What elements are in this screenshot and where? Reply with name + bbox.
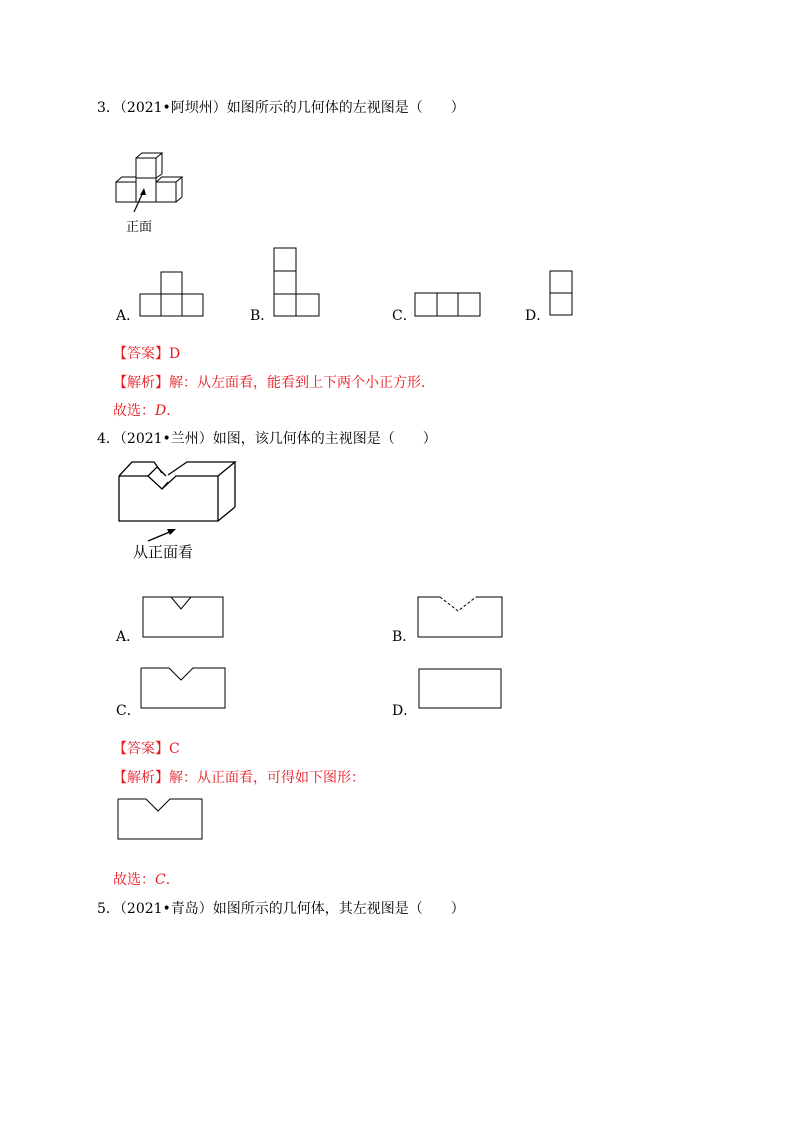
q4-option-b-figure	[416, 595, 506, 641]
question-5-stem: 5．（2021•青岛）如图所示的几何体，其左视图是（ ）	[97, 901, 465, 917]
q3-figure-caption: 正面	[126, 220, 153, 235]
q3-choice: 故选：D．	[113, 403, 181, 419]
q3-analysis: 【解析】解：从左面看，能看到上下两个小正方形．	[113, 375, 435, 391]
question-3-stem: 3．（2021•阿坝州）如图所示的几何体的左视图是（ ）	[97, 100, 465, 116]
q3-answer: 【答案】D	[113, 346, 181, 362]
q4-option-b-label: B．	[392, 629, 417, 645]
q4-option-d-label: D．	[392, 703, 418, 719]
q4-option-c-figure	[139, 666, 231, 712]
q4-option-a-label: A．	[116, 629, 141, 645]
q4-analysis: 【解析】解：从正面看，可得如下图形：	[113, 770, 365, 786]
q3-option-d-figure	[548, 268, 578, 320]
q3-option-b-figure	[272, 246, 324, 320]
q4-option-c-label: C．	[116, 703, 141, 719]
q3-option-c-figure	[413, 291, 483, 321]
q4-option-d-figure	[417, 667, 505, 711]
question-4-stem: 4．（2021•兰州）如图，该几何体的主视图是（ ）	[97, 431, 437, 447]
q3-option-a-figure	[138, 270, 208, 320]
q3-option-a-label: A．	[116, 308, 141, 324]
q4-choice: 故选：C．	[113, 872, 180, 888]
q4-figure-caption: 从正面看	[133, 543, 194, 561]
q3-option-b-label: B．	[250, 308, 275, 324]
q4-figure-solid	[112, 455, 242, 535]
q4-option-a-figure	[141, 595, 227, 641]
q4-answer: 【答案】C	[113, 741, 180, 757]
q3-option-d-label: D．	[525, 308, 551, 324]
q4-analysis-figure	[116, 797, 208, 843]
q3-figure-solid	[110, 150, 200, 230]
q3-option-c-label: C．	[392, 308, 417, 324]
